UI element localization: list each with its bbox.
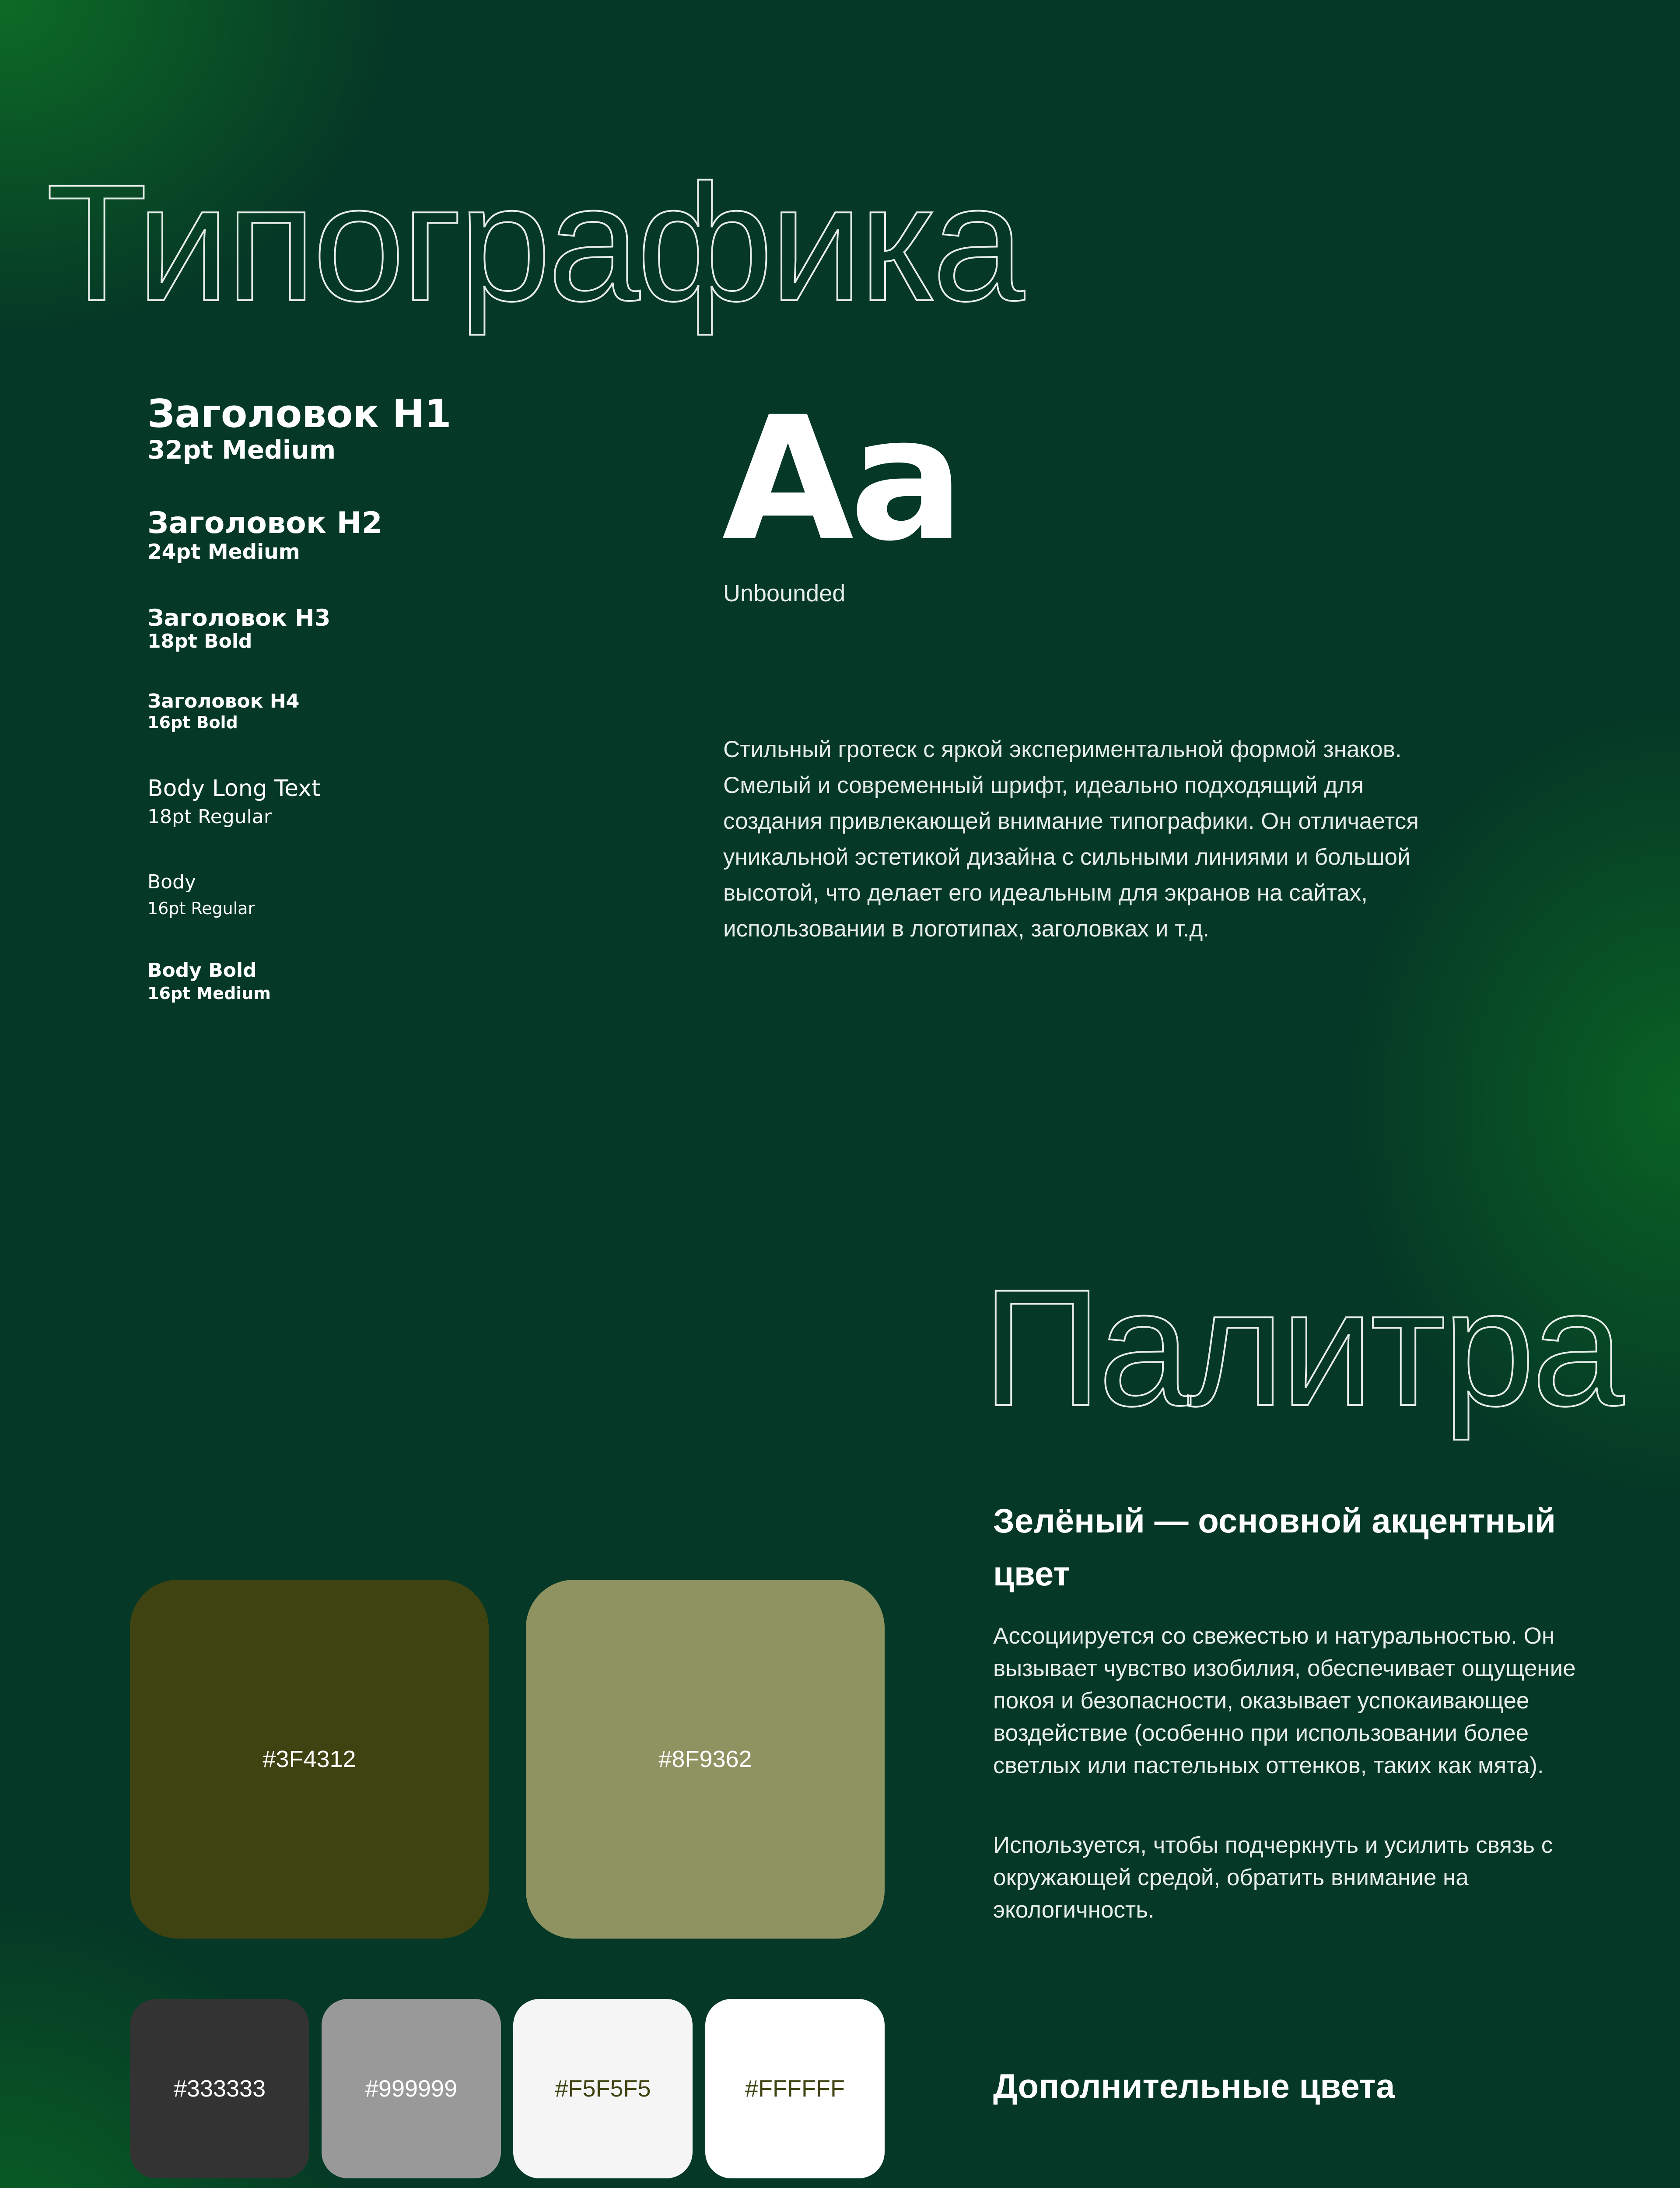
style-spec: 18pt Bold <box>147 630 252 652</box>
color-swatch-extra-1 <box>130 1999 309 2178</box>
style-h1 <box>147 391 452 465</box>
font-sample: Aa <box>722 380 961 579</box>
style-name: Заголовок H2 <box>147 506 382 540</box>
style-name: Заголовок H3 <box>147 605 331 631</box>
style-spec: 16pt Medium <box>147 984 271 1003</box>
typography-title: Типографика <box>46 150 1021 336</box>
style-spec: 32pt Medium <box>147 435 336 465</box>
style-name: Заголовок H1 <box>147 391 452 436</box>
style-body <box>147 872 255 918</box>
style-spec: 16pt Regular <box>147 899 255 919</box>
swatch-label: #8F9362 <box>658 1746 752 1772</box>
style-h4 <box>147 691 299 732</box>
style-spec: 18pt Regular <box>147 805 272 828</box>
style-body-long <box>147 777 320 827</box>
swatch-label: #3F4312 <box>262 1746 356 1772</box>
palette-title: Палитра <box>982 1255 1621 1441</box>
extra-colors-heading: Дополнительные цвета <box>993 2067 1395 2105</box>
style-name: Body Long Text <box>147 775 321 802</box>
style-body-bold <box>147 961 271 1003</box>
style-name: Заголовок H4 <box>147 690 300 712</box>
style-spec: 24pt Medium <box>147 540 300 565</box>
style-spec: 16pt Bold <box>147 713 238 733</box>
accent-color-usage: Используется, чтобы подчеркнуть и усилить связь с окружающей средой, обратить внимание на экологичность. <box>993 1832 1553 1923</box>
style-name: Body <box>147 871 196 893</box>
color-swatch-extra-4 <box>705 1999 885 2178</box>
color-swatch-extra-3 <box>513 1999 693 2178</box>
swatch-label: #F5F5F5 <box>555 2076 651 2102</box>
swatch-label: #333333 <box>173 2076 266 2102</box>
style-h2 <box>147 508 382 563</box>
color-swatch-primary-dark <box>130 1580 489 1939</box>
color-swatch-extra-2 <box>322 1999 501 2178</box>
accent-color-description: Ассоциируется со свежестью и натуральностью. Он вызывает чувство изобилия, обеспечивает ощущение покоя и безопасности, оказывает успокаивающее воздействие (особенно при использовании более светлых или пастельных оттенков, таких как мята). <box>993 1623 1576 1778</box>
swatch-label: #999999 <box>365 2076 458 2102</box>
accent-color-heading: Зелёный — основной акцентный цвет <box>993 1501 1556 1593</box>
style-h3 <box>147 606 330 652</box>
swatch-label: #FFFFFF <box>745 2076 845 2102</box>
color-swatch-primary-light <box>526 1580 885 1939</box>
style-name: Body Bold <box>147 959 257 982</box>
font-name: Unbounded <box>723 580 846 607</box>
font-description: Стильный гротеск с яркой экспериментальной формой знаков. Смелый и современный шрифт, идеально подходящий для создания привлекающей внимание типографики. Он отличается уникальной эстетикой дизайна с сильными линиями и большой высотой, что делает его идеальным для экранов на сайтах, использовании в логотипах, заголовках и т.д. <box>723 736 1419 942</box>
